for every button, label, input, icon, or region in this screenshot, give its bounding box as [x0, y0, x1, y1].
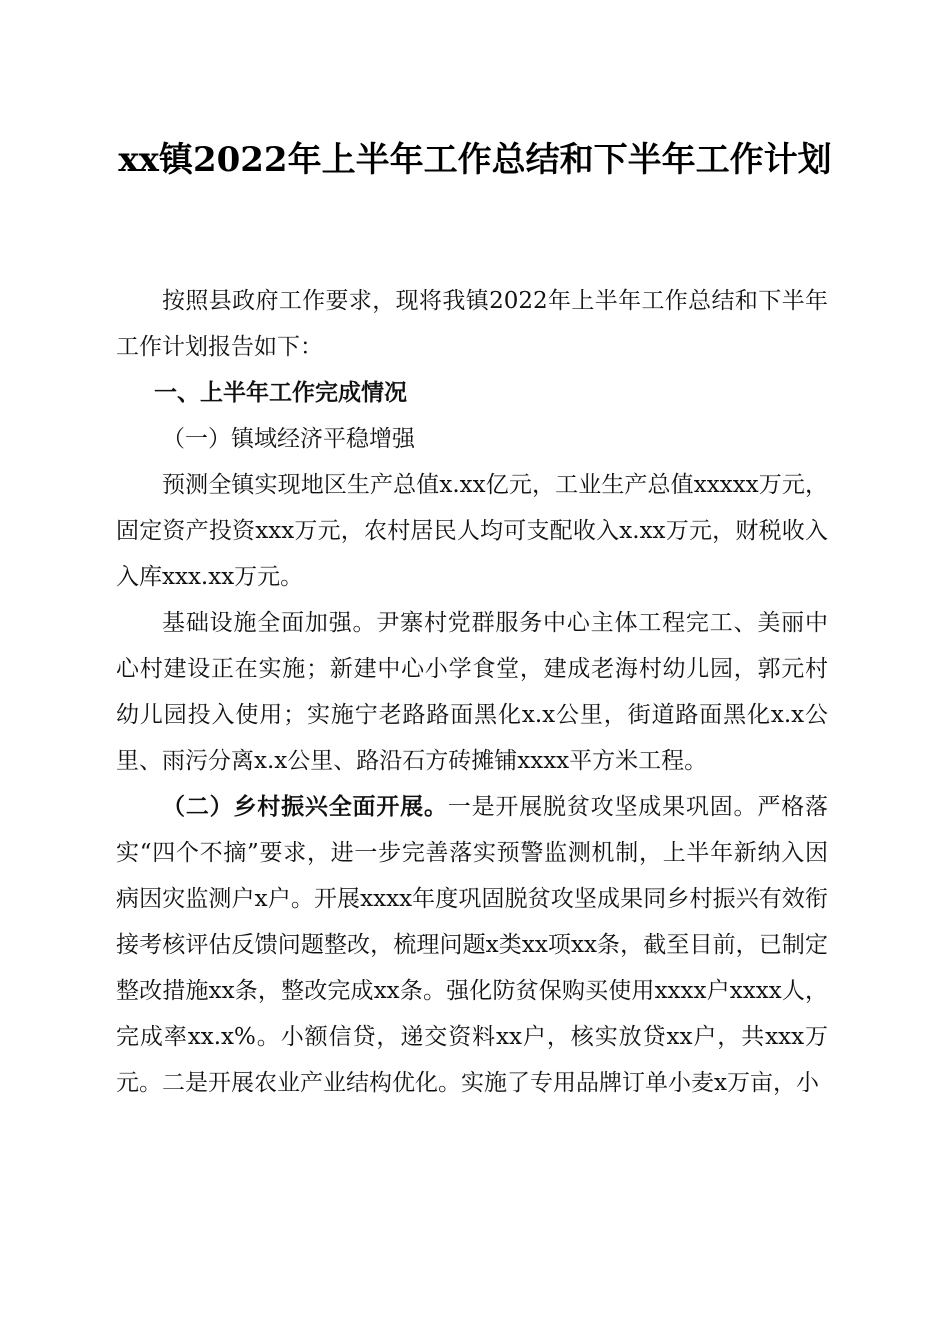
subsection-heading-economy: （一）镇域经济平稳增强 — [162, 426, 415, 452]
economy-paragraph: 预测全镇实现地区生产总值x.xx亿元，工业生产总值xxxxx万元，固定资产投资xxx万元，农村居民人均可支配收入x.xx万元，财税收入入库xxx.xx万元。 — [116, 472, 828, 590]
document-body — [116, 278, 828, 1106]
rural-revitalization-lead: （二）乡村振兴全面开展。 — [162, 793, 448, 820]
rural-revitalization-paragraph — [116, 784, 828, 1106]
intro-paragraph: 按照县政府工作要求，现将我镇2022年上半年工作总结和下半年工作计划报告如下： — [116, 288, 828, 360]
document-title: xx镇2022年上半年工作总结和下半年工作计划 — [118, 140, 832, 180]
section-heading: 一、上半年工作完成情况 — [154, 380, 407, 406]
rural-revitalization-text: 一是开展脱贫攻坚成果巩固。严格落实“四个不摘”要求，进一步完善落实预警监测机制，上半年新纳入因病因灾监测户x户。开展xxxx年度巩固脱贫攻坚成果同乡村振兴有效衔接考核评估反馈问题整改，梳理问题x类xx项xx条，截至目前，已制定整改措施xx条，整改完成xx条。强化防贫保购买使用xxxx户xxxx人，完成率xx.x%。小额信贷，递交资料xx户，核实放贷xx户，共xxx万元。二是开展农业产业结构优化。实施了专用品牌订单小麦x万亩，小 — [116, 794, 829, 1096]
infrastructure-paragraph: 基础设施全面加强。尹寨村党群服务中心主体工程完工、美丽中心村建设正在实施；新建中心小学食堂，建成老海村幼儿园，郭元村幼儿园投入使用；实施宁老路路面黑化x.x公里，街道路面黑化x.x公里、雨污分离x.x公里、路沿石方砖摊铺xxxx平方米工程。 — [116, 610, 828, 774]
